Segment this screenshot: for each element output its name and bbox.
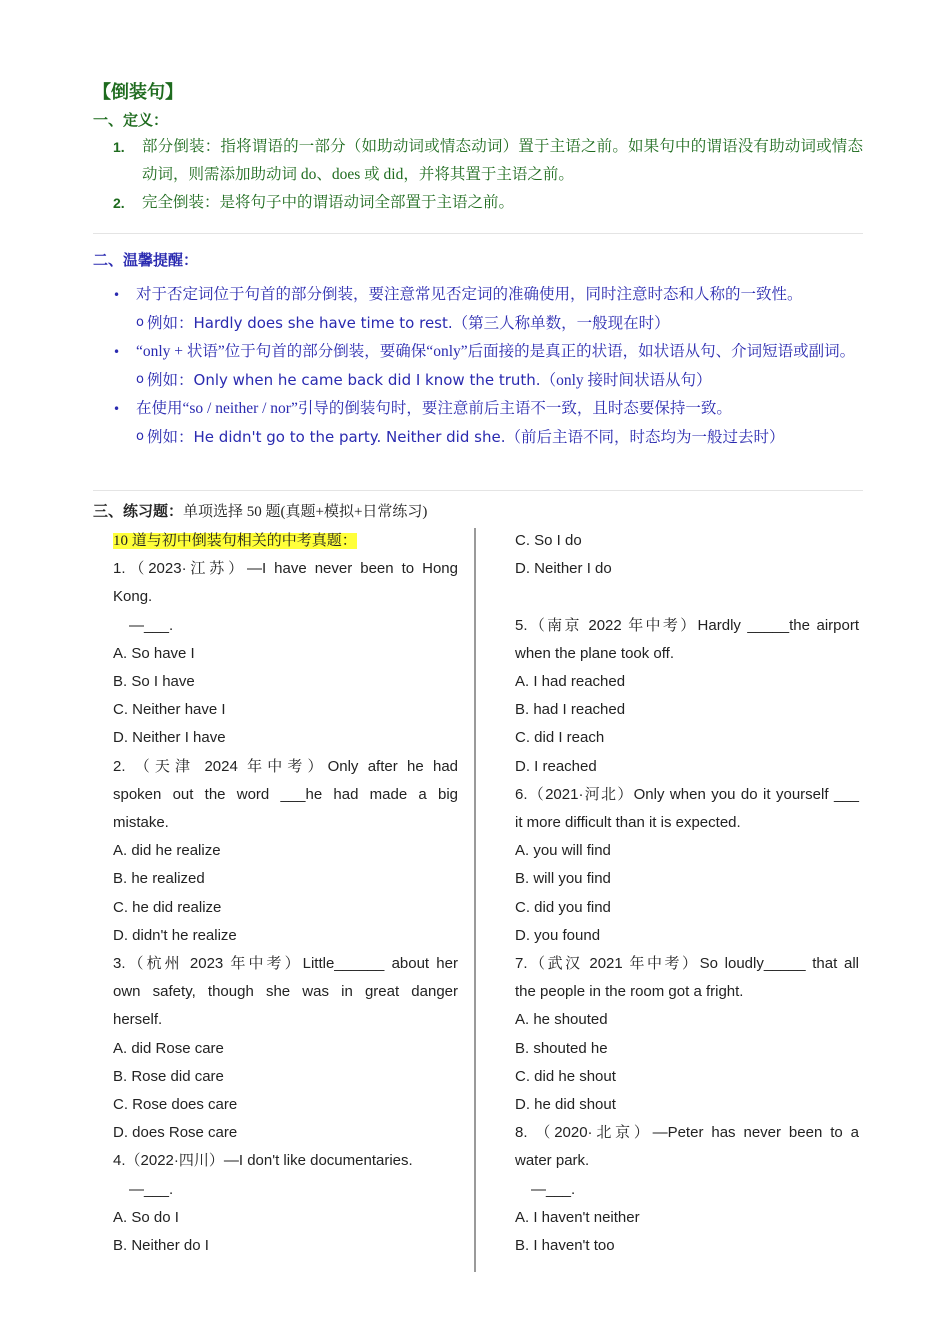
definition-text: 完全倒装：是将句子中的谓语动词全部置于主语之前。 <box>142 194 515 211</box>
section-heading-definition: 一、定义： <box>93 113 169 129</box>
option-line: B. will you find <box>515 870 611 888</box>
exercise-heading-desc: 单项选择 50 题(真题+模拟+日常练习) <box>183 504 428 520</box>
question-line: 4.（2022·四川）—I don't like documentaries. <box>113 1152 413 1170</box>
question-line: it more difficult than it is expected. <box>515 814 741 832</box>
option-line: C. he did realize <box>113 898 222 916</box>
example-sentence: He didn't go to the party. Neither did she. <box>193 428 506 446</box>
definition-number: 2. <box>113 195 125 211</box>
option-line: B. Rose did care <box>113 1067 224 1085</box>
option-line: A. So have I <box>113 644 195 662</box>
divider-line <box>93 233 863 234</box>
option-line: C. Rose does care <box>113 1096 238 1114</box>
option-line: B. he realized <box>113 870 205 888</box>
blank-line <box>515 583 859 611</box>
option-line: C. Neither have I <box>113 701 226 719</box>
divider-line <box>93 490 863 491</box>
tip-text: “only + 状语”位于句首的部分倒装，要确保“only”后面接的是真正的状语，如状语从句、介词短语或副词。 <box>136 343 856 360</box>
question-line: 5.（南京 2022 年中考）Hardly _____the airport <box>515 616 859 634</box>
option-line: C. did you find <box>515 898 611 916</box>
sub-bullet-icon: o <box>136 315 144 330</box>
question-line: 8. （2020·北京）—Peter has never been to a <box>515 1124 859 1142</box>
example-sentence: Hardly does she have time to rest. <box>193 314 453 332</box>
exercise-heading-label: 三、练习题： <box>93 504 184 520</box>
example-prefix: 例如： <box>147 315 194 332</box>
example-sentence: Only when he came back did I know the truth. <box>193 371 541 389</box>
option-line: B. So I have <box>113 673 195 691</box>
question-line: mistake. <box>113 814 169 832</box>
option-line: C. did he shout <box>515 1067 616 1085</box>
question-column-right <box>515 527 859 1260</box>
question-column-left <box>113 527 458 1260</box>
definition-item <box>113 133 863 189</box>
option-line: A. did Rose care <box>113 1039 224 1057</box>
example-note: （only 接时间状语从句） <box>540 372 712 389</box>
question-line: —___. <box>531 1180 576 1198</box>
example-prefix: 例如： <box>147 372 194 389</box>
page-title: 【倒装句】 <box>93 82 183 102</box>
tips-list <box>113 281 863 452</box>
question-line: —___. <box>129 616 174 634</box>
question-line: —___. <box>129 1180 174 1198</box>
tip-example <box>113 423 863 452</box>
option-line: D. he did shout <box>515 1096 616 1114</box>
option-line: D. Neither I have <box>113 729 226 747</box>
tip-example <box>113 366 863 395</box>
option-line: D. you found <box>515 926 601 944</box>
tip-item <box>113 395 863 423</box>
definition-item <box>113 189 863 217</box>
option-line: A. did he realize <box>113 842 221 860</box>
tip-text: 在使用“so / neither / nor”引导的倒装句时，要注意前后主语不一致，且时态要保持一致。 <box>136 400 732 417</box>
highlighted-subheading: 10 道与初中倒装句相关的中考真题： <box>113 533 357 549</box>
question-line: water park. <box>515 1152 590 1170</box>
sub-bullet-icon: o <box>136 372 144 387</box>
question-line: spoken out the word ___he had made a big <box>113 785 458 803</box>
option-line: B. Neither do I <box>113 1237 209 1255</box>
sub-bullet-icon: o <box>136 429 144 444</box>
example-prefix: 例如： <box>147 429 194 446</box>
column-divider <box>474 528 476 1272</box>
bullet-icon: • <box>113 402 121 416</box>
tip-text: 对于否定词位于句首的部分倒装，要注意常见否定词的准确使用，同时注意时态和人称的一致性。 <box>136 286 803 303</box>
option-line: D. didn't he realize <box>113 926 237 944</box>
question-line: the people in the room got a fright. <box>515 983 744 1001</box>
question-line: herself. <box>113 1011 163 1029</box>
option-line: D. I reached <box>515 757 597 775</box>
option-line: D. Neither I do <box>515 560 612 578</box>
option-line: B. shouted he <box>515 1039 608 1057</box>
option-line: A. So do I <box>113 1208 179 1226</box>
tip-item <box>113 281 863 309</box>
option-line: A. I had reached <box>515 673 626 691</box>
question-line: 1.（2023·江苏）—I have never been to Hong <box>113 560 458 578</box>
option-line: D. does Rose care <box>113 1124 238 1142</box>
definition-list <box>113 133 863 217</box>
section-heading-tips: 二、温馨提醒： <box>93 253 199 269</box>
question-line: 6.（2021·河北）Only when you do it yourself ___ <box>515 785 859 803</box>
example-note: （第三人称单数，一般现在时） <box>452 315 670 332</box>
definition-number: 1. <box>113 139 125 155</box>
option-line: B. had I reached <box>515 701 626 719</box>
question-line: 7.（武汉 2021 年中考）So loudly_____ that all <box>515 955 859 973</box>
question-line: own safety, though she was in great danger <box>113 983 458 1001</box>
tip-example <box>113 309 863 338</box>
example-note: （前后主语不同，时态均为一般过去时） <box>505 429 785 446</box>
question-line: Kong. <box>113 588 153 606</box>
option-line: A. you will find <box>515 842 611 860</box>
question-line: when the plane took off. <box>515 644 675 662</box>
tip-item <box>113 338 863 366</box>
option-line: C. did I reach <box>515 729 605 747</box>
definition-text: 部分倒装：指将谓语的一部分（如助动词或情态动词）置于主语之前。如果句中的谓语没有助动词或情态动词，则需添加助动词 do、does 或 did，并将其置于主语之前。 <box>142 138 863 183</box>
bullet-icon: • <box>113 288 121 302</box>
option-line: C. So I do <box>515 532 582 549</box>
question-line: 2. （天津 2024 年中考）Only after he had <box>113 757 458 775</box>
option-line: A. I haven't neither <box>515 1208 640 1226</box>
question-line: 3.（杭州 2023 年中考）Little______ about her <box>113 955 458 973</box>
bullet-icon: • <box>113 345 121 359</box>
option-line: A. he shouted <box>515 1011 608 1029</box>
option-line: B. I haven't too <box>515 1237 615 1255</box>
section-heading-exercises <box>93 500 427 521</box>
